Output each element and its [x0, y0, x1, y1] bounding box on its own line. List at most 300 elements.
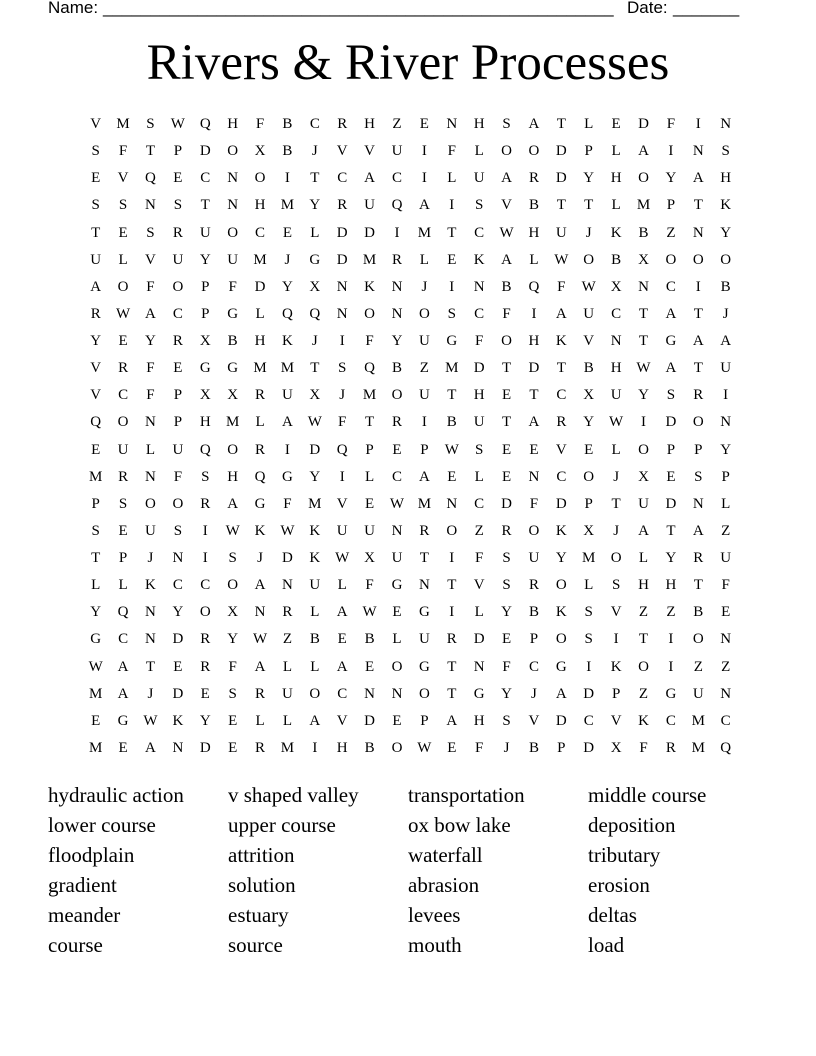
grid-letter: H [473, 387, 485, 404]
grid-letter: I [284, 170, 290, 187]
grid-letter: O [254, 170, 266, 187]
grid-letter: N [227, 197, 239, 214]
grid-letter: R [118, 360, 129, 377]
word-bank-item: deposition [588, 813, 676, 837]
grid-letter: E [91, 712, 101, 729]
grid-letter: C [118, 631, 129, 648]
grid-letter: X [638, 251, 649, 268]
grid-letter: P [91, 495, 100, 512]
grid-letter: I [695, 116, 701, 133]
grid-letter: S [584, 604, 593, 621]
grid-letter: U [720, 360, 732, 377]
grid-letter: U [172, 441, 184, 458]
grid-letter: E [337, 631, 347, 648]
grid-row [82, 599, 740, 626]
grid-letter: O [638, 170, 649, 187]
grid-letter: T [529, 387, 539, 404]
grid-letter: L [118, 251, 128, 268]
grid-letter: Y [309, 197, 321, 214]
grid-letter: C [665, 712, 676, 729]
grid-letter: C [118, 387, 129, 404]
grid-letter: N [391, 278, 403, 295]
grid-letter: S [502, 577, 511, 594]
grid-letter: J [147, 550, 154, 567]
grid-letter: A [665, 305, 677, 322]
grid-letter: U [172, 251, 184, 268]
grid-letter: S [228, 685, 237, 702]
grid-letter: K [473, 251, 485, 268]
grid-letter: S [611, 577, 621, 594]
grid-letter: Y [227, 631, 239, 648]
grid-letter: D [665, 495, 677, 512]
grid-letter: A [501, 251, 512, 268]
grid-letter: J [531, 685, 537, 702]
grid-letter: I [449, 197, 455, 214]
grid-letter: L [282, 712, 293, 729]
grid-letter: Y [501, 685, 512, 702]
grid-letter: Y [199, 712, 211, 729]
grid-letter: K [254, 522, 266, 539]
grid-letter: A [638, 522, 649, 539]
grid-letter: O [227, 577, 239, 594]
grid-letter: V [583, 333, 595, 350]
word-bank-item: meander [48, 903, 121, 927]
grid-letter: Z [721, 522, 731, 539]
grid-letter: D [282, 550, 293, 567]
grid-letter: N [391, 305, 403, 322]
grid-letter: J [421, 278, 428, 295]
grid-letter: L [611, 197, 621, 214]
grid-letter: B [693, 604, 704, 621]
grid-letter: P [611, 685, 621, 702]
grid-letter: T [501, 360, 512, 377]
grid-row [82, 355, 740, 382]
grid-letter: C [309, 116, 320, 133]
grid-letter: Q [364, 360, 376, 377]
grid-letter: T [145, 658, 156, 675]
grid-letter: L [584, 577, 594, 594]
grid-letter: R [391, 414, 402, 431]
word-bank-item: load [588, 933, 625, 957]
grid-letter: N [336, 305, 348, 322]
grid-letter: F [283, 495, 292, 512]
grid-letter: D [199, 143, 211, 160]
grid-letter: O [117, 278, 129, 295]
grid-letter: Z [474, 522, 484, 539]
grid-row [82, 220, 740, 247]
grid-letter: Q [254, 468, 266, 485]
grid-letter: G [391, 577, 403, 594]
grid-letter: L [474, 604, 484, 621]
grid-row [82, 247, 740, 274]
grid-letter: V [555, 441, 567, 458]
grid-letter: U [391, 550, 403, 567]
grid-letter: P [584, 495, 593, 512]
grid-letter: J [722, 305, 729, 322]
grid-letter: R [255, 387, 266, 404]
grid-letter: K [555, 522, 567, 539]
word-bank-item: v shaped valley [228, 783, 359, 807]
grid-letter: C [474, 305, 485, 322]
grid-letter: C [583, 712, 594, 729]
grid-letter: L [337, 577, 347, 594]
grid-letter: P [721, 468, 730, 485]
grid-letter: Q [309, 305, 321, 322]
grid-letter: Y [583, 414, 595, 431]
grid-letter: C [474, 224, 485, 241]
grid-letter: N [720, 414, 732, 431]
grid-letter: W [307, 414, 322, 431]
grid-letter: I [312, 739, 318, 756]
grid-letter: S [721, 143, 730, 160]
grid-letter: L [611, 441, 621, 458]
grid-letter: W [143, 712, 158, 729]
grid-letter: S [201, 468, 210, 485]
grid-letter: S [173, 197, 183, 214]
word-bank-item: mouth [408, 933, 462, 957]
grid-letter: U [583, 305, 595, 322]
grid-letter: V [364, 143, 376, 160]
grid-letter: S [118, 495, 128, 512]
grid-letter: L [474, 468, 484, 485]
grid-letter: B [309, 631, 320, 648]
grid-letter: N [692, 495, 704, 512]
grid-letter: A [555, 685, 567, 702]
grid-letter: E [584, 441, 594, 458]
grid-letter: K [309, 550, 321, 567]
grid-letter: Y [172, 604, 184, 621]
grid-letter: S [118, 197, 128, 214]
grid-letter: S [447, 305, 456, 322]
grid-letter: N [473, 278, 485, 295]
grid-letter: E [365, 495, 375, 512]
grid-letter: G [418, 604, 430, 621]
grid-letter: O [638, 441, 649, 458]
header-row [48, 0, 748, 19]
grid-letter: N [528, 468, 540, 485]
grid-letter: O [418, 685, 430, 702]
grid-letter: U [199, 224, 211, 241]
grid-letter: O [418, 305, 430, 322]
grid-letter: L [310, 658, 320, 675]
grid-letter: N [145, 631, 156, 648]
grid-letter: M [280, 739, 295, 756]
grid-letter: U [391, 143, 403, 160]
grid-letter: N [336, 278, 348, 295]
grid-letter: W [417, 739, 432, 756]
grid-letter: Z [282, 631, 293, 648]
grid-letter: D [199, 739, 211, 756]
grid-letter: J [311, 333, 318, 350]
grid-letter: G [199, 360, 211, 377]
word-bank-item: gradient [48, 873, 117, 897]
grid-letter: S [666, 387, 676, 404]
grid-letter: D [528, 360, 540, 377]
grid-letter: R [693, 387, 704, 404]
grid-letter: Z [638, 604, 649, 621]
grid-letter: G [473, 685, 485, 702]
grid-letter: A [418, 197, 430, 214]
grid-letter: L [638, 550, 649, 567]
grid-letter: T [584, 197, 594, 214]
grid-letter: I [449, 604, 455, 621]
grid-letter: O [638, 658, 649, 675]
grid-letter: E [173, 658, 183, 675]
grid-letter: P [173, 414, 183, 431]
grid-letter: O [501, 333, 512, 350]
grid-letter: T [447, 685, 457, 702]
grid-letter: W [389, 495, 405, 512]
grid-letter: E [228, 739, 238, 756]
grid-letter: A [254, 658, 266, 675]
grid-letter: A [309, 712, 321, 729]
grid-letter: L [392, 631, 402, 648]
grid-letter: R [528, 577, 539, 594]
grid-letter: F [146, 278, 155, 295]
grid-letter: T [447, 577, 457, 594]
grid-letter: I [339, 468, 345, 485]
grid-letter: B [611, 251, 622, 268]
grid-letter: P [173, 387, 183, 404]
grid-letter: U [418, 631, 430, 648]
grid-letter: V [473, 577, 485, 594]
word-bank-item: solution [228, 873, 296, 897]
grid-letter: O [117, 414, 129, 431]
grid-letter: D [336, 224, 348, 241]
grid-letter: U [336, 522, 348, 539]
grid-letter: O [583, 468, 595, 485]
grid-letter: C [200, 170, 211, 187]
grid-letter: P [420, 712, 429, 729]
grid-letter: N [473, 658, 485, 675]
grid-row [82, 274, 740, 301]
grid-letter: O [227, 441, 239, 458]
grid-letter: G [117, 712, 129, 729]
grid-letter: J [585, 224, 592, 241]
word-bank-item: waterfall [408, 843, 483, 867]
grid-letter: X [309, 387, 321, 404]
grid-letter: U [473, 414, 485, 431]
grid-letter: B [720, 278, 731, 295]
grid-letter: R [419, 522, 430, 539]
grid-letter: B [282, 143, 293, 160]
grid-letter: M [417, 224, 432, 241]
grid-letter: D [665, 414, 677, 431]
grid-letter: C [611, 305, 622, 322]
grid-letter: E [118, 522, 128, 539]
grid-letter: Z [693, 658, 703, 675]
grid-row [82, 464, 740, 491]
grid-letter: G [309, 251, 321, 268]
grid-letter: U [418, 387, 430, 404]
grid-letter: P [201, 278, 210, 295]
grid-letter: A [364, 170, 376, 187]
grid-letter: T [611, 495, 621, 512]
grid-letter: W [444, 441, 459, 458]
grid-letter: N [638, 278, 649, 295]
word-bank [48, 780, 768, 960]
grid-letter: B [227, 333, 238, 350]
grid-row [82, 437, 740, 464]
grid-letter: K [610, 224, 622, 241]
grid-letter: U [364, 522, 376, 539]
grid-letter: X [583, 387, 595, 404]
grid-letter: E [173, 170, 183, 187]
grid-letter: R [337, 116, 348, 133]
grid-letter: I [394, 224, 400, 241]
grid-letter: O [199, 604, 211, 621]
grid-letter: E [118, 333, 128, 350]
word-bank-item: middle course [588, 783, 707, 807]
grid-letter: F [118, 143, 128, 160]
grid-letter: N [172, 739, 184, 756]
grid-letter: O [692, 251, 704, 268]
grid-letter: J [147, 685, 154, 702]
grid-letter: S [91, 143, 100, 160]
grid-letter: H [199, 414, 211, 431]
grid-letter: Q [199, 441, 211, 458]
grid-letter: V [610, 604, 622, 621]
grid-letter: A [418, 468, 430, 485]
grid-row [82, 111, 740, 138]
grid-letter: D [583, 685, 595, 702]
grid-letter: Q [720, 739, 732, 756]
grid-letter: S [694, 468, 703, 485]
grid-letter: A [227, 495, 239, 512]
grid-letter: T [310, 170, 320, 187]
grid-letter: S [173, 522, 183, 539]
grid-letter: T [693, 577, 703, 594]
grid-letter: D [501, 495, 512, 512]
name-field-line: ______________________________________________________ [103, 0, 614, 17]
grid-letter: E [447, 739, 457, 756]
grid-letter: X [227, 604, 239, 621]
grid-letter: V [145, 251, 156, 268]
grid-letter: B [364, 631, 375, 648]
grid-letter: P [201, 305, 210, 322]
grid-letter: S [502, 116, 511, 133]
grid-letter: J [613, 522, 620, 539]
grid-letter: I [284, 441, 290, 458]
grid-letter: P [666, 441, 676, 458]
grid-letter: A [555, 305, 567, 322]
grid-letter: N [692, 143, 704, 160]
grid-letter: P [557, 739, 566, 756]
grid-letter: U [282, 685, 293, 702]
grid-letter: N [172, 550, 184, 567]
grid-letter: X [610, 739, 622, 756]
grid-letter: A [336, 658, 348, 675]
grid-letter: E [282, 224, 293, 241]
grid-letter: F [365, 577, 374, 594]
grid-letter: T [501, 414, 512, 431]
grid-letter: H [364, 116, 376, 133]
grid-letter: Y [145, 333, 156, 350]
grid-letter: I [613, 631, 619, 648]
word-bank-item: transportation [408, 783, 525, 807]
grid-letter: B [501, 278, 512, 295]
name-label: Name: [48, 0, 99, 17]
grid-letter: O [446, 522, 458, 539]
grid-letter: S [338, 360, 347, 377]
grid-letter: R [172, 333, 183, 350]
grid-letter: Z [638, 685, 649, 702]
grid-letter: I [531, 305, 537, 322]
grid-letter: N [145, 197, 156, 214]
word-bank-item: source [228, 933, 283, 957]
grid-letter: O [555, 577, 567, 594]
grid-letter: R [337, 197, 348, 214]
grid-letter: E [200, 685, 210, 702]
grid-letter: U [610, 387, 622, 404]
grid-letter: I [668, 658, 674, 675]
grid-letter: Q [199, 116, 211, 133]
grid-letter: T [145, 143, 156, 160]
grid-letter: F [639, 739, 648, 756]
grid-letter: D [364, 712, 376, 729]
grid-letter: Z [666, 604, 676, 621]
grid-letter: Q [336, 441, 348, 458]
grid-letter: R [665, 739, 676, 756]
grid-row [82, 518, 740, 545]
grid-letter: N [720, 631, 732, 648]
grid-letter: J [311, 143, 318, 160]
grid-letter: F [474, 550, 484, 567]
grid-letter: A [446, 712, 458, 729]
grid-letter: O [172, 495, 184, 512]
grid-letter: H [227, 116, 239, 133]
grid-letter: T [419, 550, 429, 567]
grid-letter: I [668, 143, 674, 160]
grid-letter: Q [145, 170, 156, 187]
grid-letter: P [420, 441, 429, 458]
grid-letter: O [227, 143, 239, 160]
grid-letter: E [392, 604, 402, 621]
grid-letter: W [554, 251, 569, 268]
grid-letter: F [146, 387, 155, 404]
grid-letter: P [694, 441, 703, 458]
word-bank-item: course [48, 933, 103, 957]
grid-letter: A [528, 116, 540, 133]
grid-letter: K [720, 197, 732, 214]
grid-letter: K [364, 278, 376, 295]
grid-letter: U [145, 522, 156, 539]
grid-row [82, 708, 740, 735]
grid-letter: R [255, 685, 266, 702]
grid-letter: O [172, 278, 184, 295]
grid-letter: F [474, 333, 484, 350]
grid-letter: B [638, 224, 649, 241]
grid-row [82, 165, 740, 192]
grid-letter: G [418, 658, 430, 675]
word-bank-item: tributary [588, 843, 661, 867]
grid-letter: E [173, 360, 183, 377]
grid-letter: D [336, 251, 348, 268]
grid-letter: N [720, 685, 732, 702]
grid-letter: U [364, 197, 376, 214]
grid-letter: N [364, 685, 376, 702]
grid-letter: G [227, 305, 239, 322]
grid-letter: E [118, 739, 128, 756]
grid-letter: O [501, 143, 512, 160]
grid-letter: O [555, 631, 567, 648]
grid-letter: F [173, 468, 183, 485]
grid-letter: J [339, 387, 346, 404]
grid-letter: O [145, 495, 156, 512]
grid-letter: Y [638, 387, 649, 404]
grid-letter: D [555, 143, 567, 160]
grid-letter: Y [665, 550, 677, 567]
